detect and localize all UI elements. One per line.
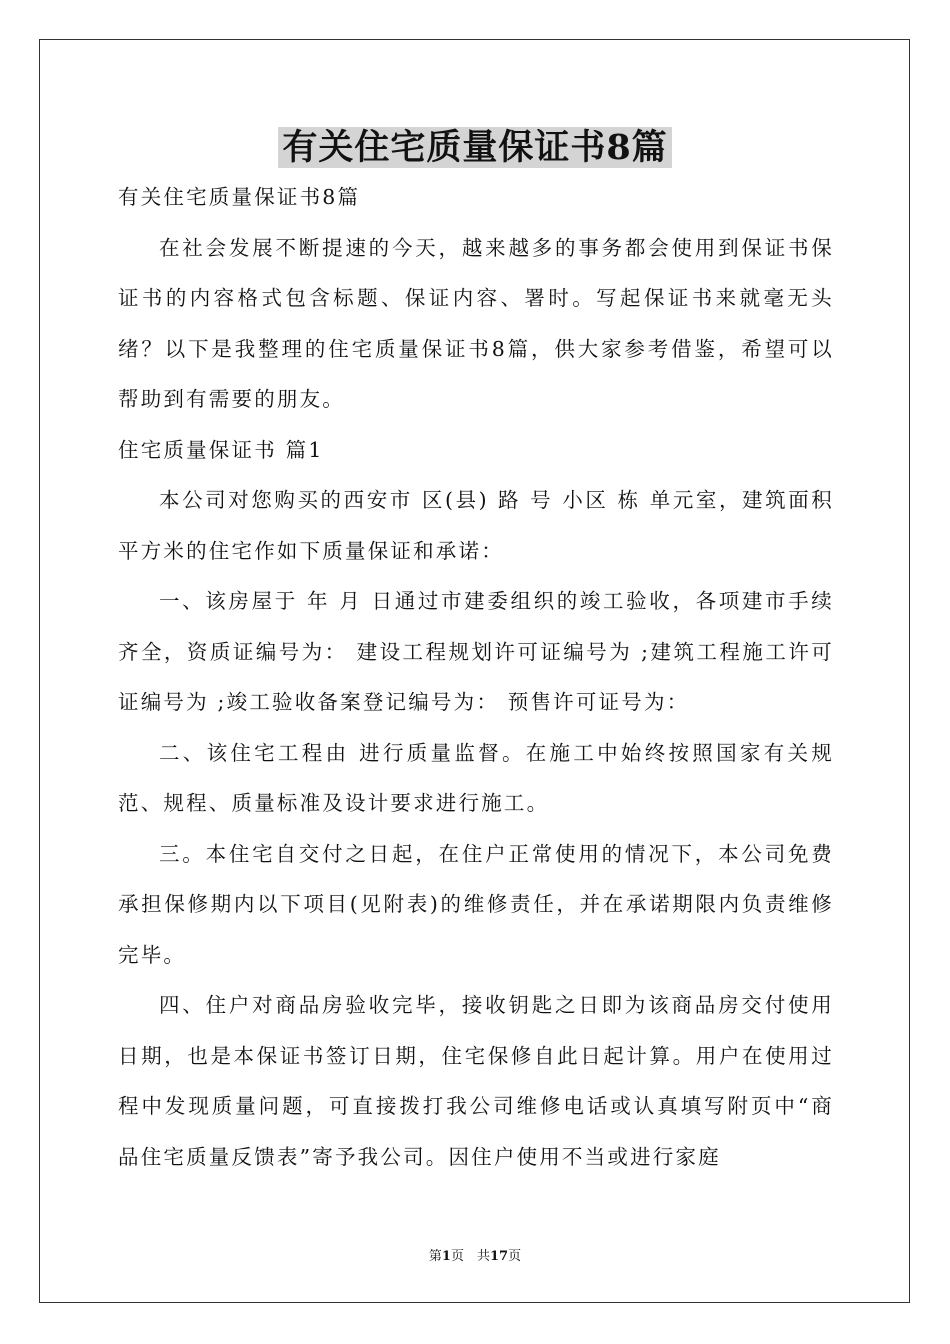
paragraph: 三。本住宅自交付之日起，在住户正常使用的情况下，本公司免费承担保修期内以下项目(见附表)的维修责任，并在承诺期限内负责维修完毕。	[118, 841, 834, 967]
paragraph: 二、该住宅工程由 进行质量监督。在施工中始终按照国家有关规范、规程、质量标准及设计要求进行施工。	[118, 740, 834, 815]
document-body	[118, 172, 834, 1182]
document-title	[0, 124, 950, 172]
paragraph: 有关住宅质量保证书8篇	[118, 185, 361, 209]
paragraph: 一、该房屋于 年 月 日通过市建委组织的竣工验收，各项建市手续齐全，资质证编号为： 建设工程规划许可证编号为 ;建筑工程施工许可证编号为 ;竣工验收备案登记编号为： 预售许可证号为：	[118, 589, 834, 714]
page-number-suffix: 页	[508, 1249, 522, 1264]
page-footer	[0, 1248, 950, 1266]
page-number-total: 17	[489, 1249, 509, 1264]
paragraph: 四、住户对商品房验收完毕，接收钥匙之日即为该商品房交付使用日期，也是本保证书签订日期，住宅保修自此日起计算。用户在使用过程中发现质量问题，可直接拨打我公司维修电话或认真填写附页中“商品住宅质量反馈表”寄予我公司。因住户使用不当或进行家庭	[118, 993, 834, 1169]
paragraph: 本公司对您购买的西安市 区(县) 路 号 小区 栋 单元室，建筑面积 平方米的住宅作如下质量保证和承诺：	[118, 488, 834, 563]
section-heading: 住宅质量保证书 篇1	[118, 437, 324, 462]
document-title-text: 有关住宅质量保证书8篇	[278, 127, 671, 168]
page-number-mid: 页 共	[450, 1249, 490, 1264]
page-number-current: 1	[441, 1249, 451, 1264]
paragraph: 在社会发展不断提速的今天，越来越多的事务都会使用到保证书保证书的内容格式包含标题、保证内容、署时。写起保证书来就毫无头绪？以下是我整理的住宅质量保证书8篇，供大家参考借鉴，希望可以帮助到有需要的朋友。	[118, 235, 834, 411]
page-number-prefix: 第	[428, 1249, 442, 1264]
